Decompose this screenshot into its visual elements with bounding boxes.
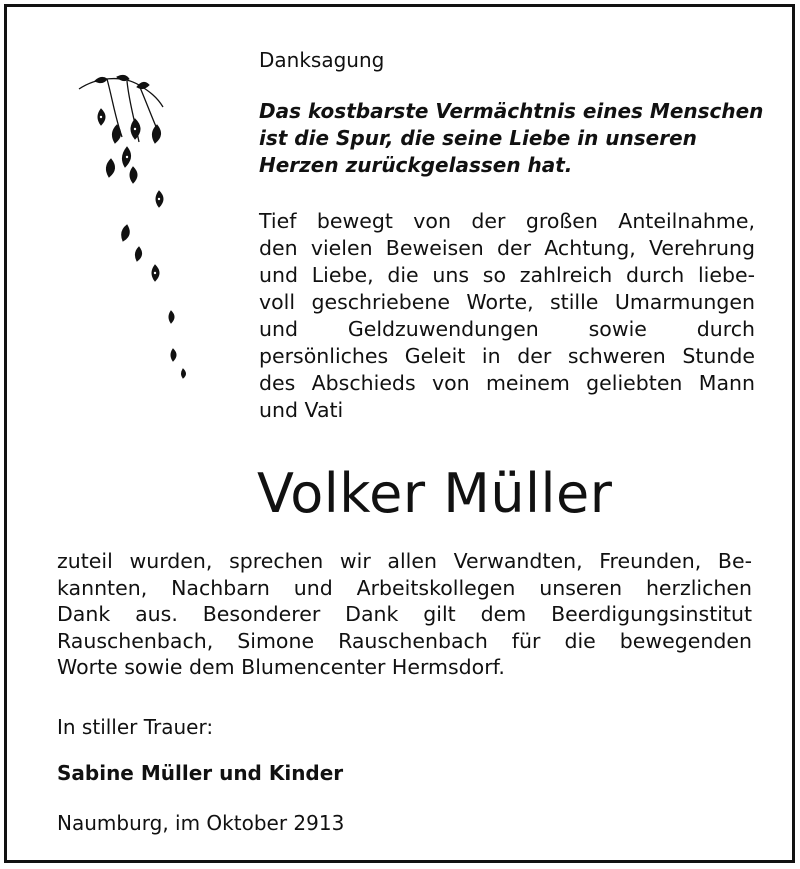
intro-line: voll geschriebene Worte, stille Umarmungen (259, 290, 755, 314)
intro-line: persönliches Geleit in der schweren Stunde (259, 344, 755, 368)
intro-line: den vielen Beweisen der Achtung, Verehrung (259, 236, 755, 260)
thanks-line: Rauschenbach, Simone Rauschenbach für die bewegenden (57, 628, 752, 653)
thanks-line: zuteil wurden, sprechen wir allen Verwandten, Freunden, Be- (57, 549, 752, 573)
thanks-line: Dank aus. Besonderer Dank gilt dem Beerdigungsinstitut (57, 602, 752, 626)
thanks-paragraph (57, 548, 752, 681)
thanks-line: kannten, Nachbarn und Arbeitskollegen unseren herzlichen (57, 575, 752, 600)
intro-line: Tief bewegt von der großen Anteilnahme, (259, 209, 755, 233)
intro-line: und Geldzuwendungen sowie durch (259, 317, 755, 341)
intro-line: des Abschieds von meinem geliebten Mann (259, 371, 755, 395)
motto-line: ist die Spur, die seine Liebe in unseren (259, 126, 697, 150)
thanks-line: Worte sowie dem Blumencenter Hermsdorf. (57, 655, 505, 679)
motto-line: Herzen zurückgelassen hat. (259, 153, 573, 177)
intro-line: und Vati (259, 398, 344, 422)
family-signature: Sabine Müller und Kinder (57, 761, 344, 785)
obituary-card (4, 4, 795, 863)
notice-heading: Danksagung (259, 48, 385, 72)
falling-leaves-icon (67, 67, 217, 397)
deceased-name: Volker Müller (257, 462, 613, 525)
motto-quote (259, 98, 764, 179)
intro-line: und Liebe, die uns so zahlreich durch liebe- (259, 263, 755, 287)
mourning-label: In stiller Trauer: (57, 715, 214, 739)
place-date: Naumburg, im Oktober 2913 (57, 811, 345, 835)
motto-line: Das kostbarste Vermächtnis eines Menschen (259, 99, 764, 123)
intro-paragraph (259, 208, 755, 424)
